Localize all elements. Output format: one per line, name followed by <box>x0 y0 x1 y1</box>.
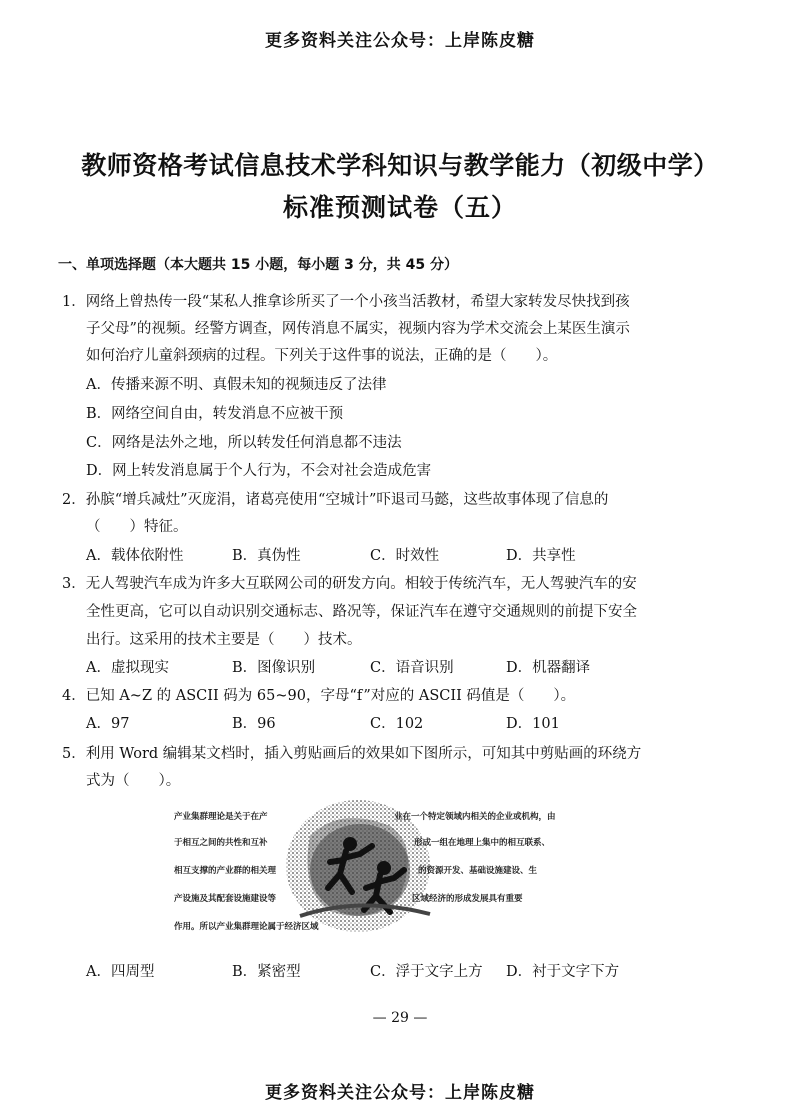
figure-text-line-4a: 产设施及其配套设施建设等 <box>174 894 277 904</box>
document-title: 教师资格考试信息技术学科知识与教学能力（初级中学） <box>81 151 719 180</box>
question-5-line-2: 式为（ ）。 <box>86 773 181 789</box>
section-heading: 一、单项选择题（本大题共 15 小题，每小题 3 分，共 45 分） <box>58 257 458 273</box>
question-1-option-a: A．传播来源不明、真假未知的视频违反了法律 <box>86 377 387 393</box>
figure-text-line-5: 作用。所以产业集群理论属于经济区域 <box>174 922 319 932</box>
question-5-option-c: C．浮于文字上方 <box>370 964 483 980</box>
figure-text-line-2a: 于相互之间的共性和互补 <box>174 838 268 848</box>
document-subtitle: 标准预测试卷（五） <box>282 193 517 222</box>
question-5-option-d: D．衬于文字下方 <box>506 964 620 980</box>
question-1-line-1: 1．网络上曾热传一段“某私人推拿诊所买了一个小孩当活教材，希望大家转发尽快找到孩 <box>62 294 630 310</box>
question-3-option-c: C．语音识别 <box>370 660 454 676</box>
question-4-option-d: D．101 <box>506 716 560 732</box>
question-3-line-2: 全性更高，它可以自动识别交通标志、路况等，保证汽车在遵守交通规则的前提下安全 <box>86 604 637 620</box>
figure-text-line-2b: 形成一组在地理上集中的相互联系、 <box>414 838 551 848</box>
figure-text-line-3b: 的资源开发、基础设施建设、生 <box>418 866 538 876</box>
question-1-option-d: D．网上转发消息属于个人行为，不会对社会造成危害 <box>86 463 432 479</box>
question-3-line-3: 出行。这采用的技术主要是（ ）技术。 <box>86 632 362 648</box>
question-2-option-c: C．时效性 <box>370 548 440 564</box>
question-3-option-a: A．虚拟现实 <box>86 660 169 676</box>
footer-note: 更多资料关注公众号：上岸陈皮糖 <box>265 1083 535 1103</box>
word-wrap-figure <box>170 796 566 944</box>
question-1-option-c: C．网络是法外之地，所以转发任何消息都不违法 <box>86 435 402 451</box>
page-number: — 29 — <box>372 1010 428 1026</box>
figure-text-line-4b: 区域经济的形成发展具有重要 <box>412 894 523 904</box>
question-4-option-a: A．97 <box>86 716 130 732</box>
question-1-option-b: B．网络空间自由，转发消息不应被干预 <box>86 406 344 422</box>
question-1-line-2: 子父母”的视频。经警方调查，网传消息不属实，视频内容为学术交流会上某医生演示 <box>86 321 630 337</box>
question-4-option-c: C．102 <box>370 716 424 732</box>
question-2-option-d: D．共享性 <box>506 548 576 564</box>
question-5-option-b: B．紧密型 <box>232 964 301 980</box>
question-1-line-3: 如何治疗儿童斜颈病的过程。下列关于这件事的说法，正确的是（ ）。 <box>86 348 558 364</box>
question-4-option-b: B．96 <box>232 716 276 732</box>
question-4-line-1: 4．已知 A~Z 的 ASCII 码为 65~90，字母“f”对应的 ASCII 码值是（ ）。 <box>62 688 576 704</box>
question-2-option-a: A．载体依附性 <box>86 548 184 564</box>
question-3-line-1: 3．无人驾驶汽车成为许多大互联网公司的研发方向。相较于传统汽车，无人驾驶汽车的安 <box>62 576 637 592</box>
figure-text-line-1b: 业在一个特定领域内相关的企业或机构，由 <box>394 812 556 822</box>
question-5-line-1: 5．利用 Word 编辑某文档时，插入剪贴画后的效果如下图所示，可知其中剪贴画的环绕方 <box>62 746 642 762</box>
question-3-option-b: B．图像识别 <box>232 660 316 676</box>
question-2-option-b: B．真伪性 <box>232 548 301 564</box>
figure-text-line-3a: 相互支撑的产业群的相关理 <box>174 866 277 876</box>
question-3-option-d: D．机器翻译 <box>506 660 591 676</box>
question-5-option-a: A．四周型 <box>86 964 155 980</box>
question-2-line-2: （ ）特征。 <box>86 519 188 535</box>
figure-text-line-1a: 产业集群理论是关于在产 <box>174 812 268 822</box>
header-note: 更多资料关注公众号：上岸陈皮糖 <box>265 31 535 51</box>
question-2-line-1: 2．孙膑“增兵减灶”灭庞涓，诸葛亮使用“空城计”吓退司马懿，这些故事体现了信息的 <box>62 492 609 508</box>
